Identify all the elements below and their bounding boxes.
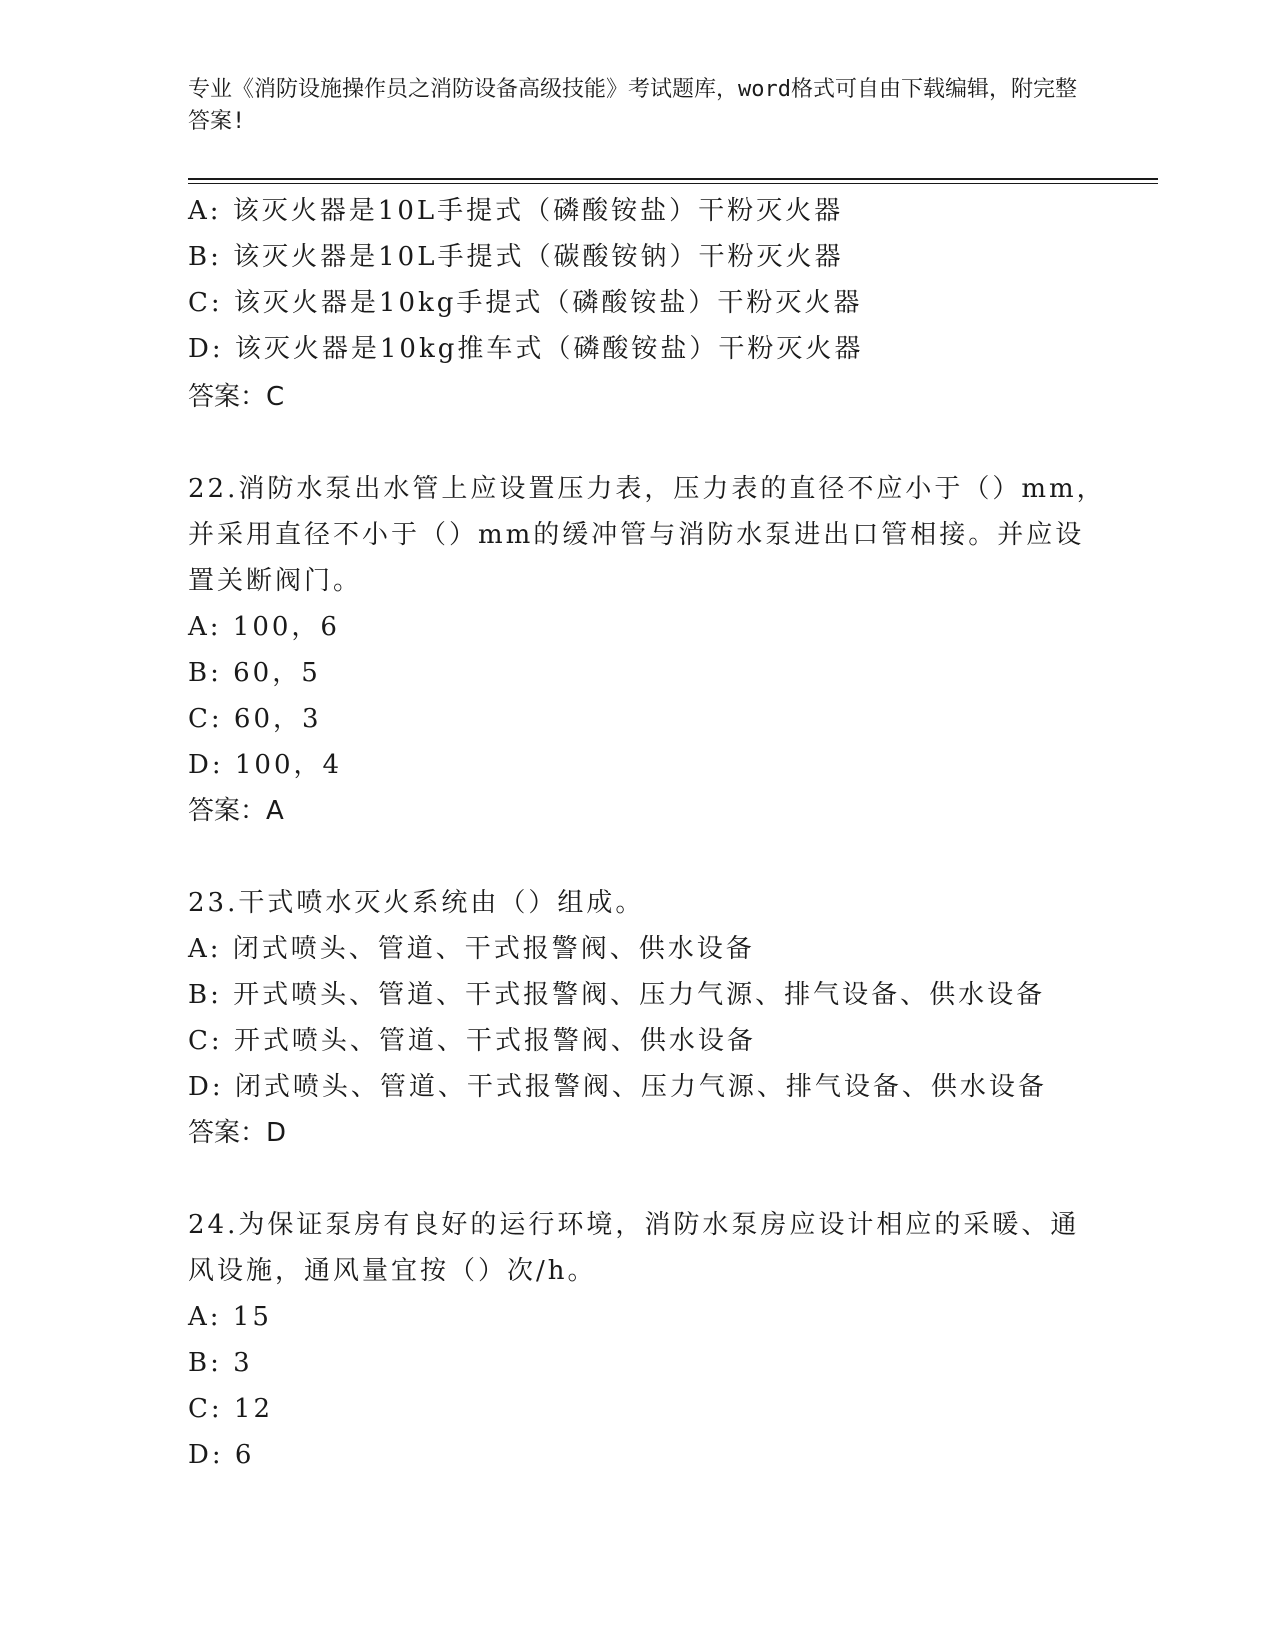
q24-option-b: B: 3: [188, 1348, 253, 1378]
q22-option-d: D: 100，4: [188, 750, 343, 780]
q23-option-d: D: 闭式喷头、管道、干式报警阀、压力气源、排气设备、供水设备: [188, 1072, 1047, 1102]
document-header: 专业《消防设施操作员之消防设备高级技能》考试题库，word格式可自由下载编辑，附完整答案!: [188, 77, 1077, 134]
q23-stem-line-1: 23.干式喷水灭火系统由（）组成。: [188, 888, 645, 918]
q24-option-c: C: 12: [188, 1394, 274, 1424]
q21-option-a: A: 该灭火器是10L手提式（磷酸铵盐）干粉灭火器: [188, 196, 844, 226]
q23-option-c: C: 开式喷头、管道、干式报警阀、供水设备: [188, 1026, 756, 1056]
q22-option-b: B: 60，5: [188, 658, 321, 688]
q21-option-d: D: 该灭火器是10kg推车式（磷酸铵盐）干粉灭火器: [188, 334, 864, 364]
q23-option-a: A: 闭式喷头、管道、干式报警阀、供水设备: [188, 934, 755, 964]
q22-stem-line-3: 置关断阀门。: [188, 566, 363, 596]
q23-answer: 答案：D: [188, 1118, 287, 1148]
q22-option-c: C: 60，3: [188, 704, 322, 734]
q24-stem-line-2: 风设施，通风量宜按（）次/h。: [188, 1256, 597, 1286]
q21-option-c: C: 该灭火器是10kg手提式（磷酸铵盐）干粉灭火器: [188, 288, 863, 318]
header-divider-thin: [188, 183, 1158, 184]
header-divider-thick: [188, 178, 1158, 180]
q21-answer: 答案：C: [188, 382, 285, 412]
q24-option-a: A: 15: [188, 1302, 272, 1332]
q22-stem-line-2: 并采用直径不小于（）mm的缓冲管与消防水泵进出口管相接。并应设: [188, 520, 1085, 550]
q21-option-b: B: 该灭火器是10L手提式（碳酸铵钠）干粉灭火器: [188, 242, 844, 272]
q22-answer: 答案：A: [188, 796, 284, 826]
q22-option-a: A: 100，6: [188, 612, 340, 642]
q22-stem-line-1: 22.消防水泵出水管上应设置压力表，压力表的直径不应小于（）mm，: [188, 474, 1106, 504]
q23-option-b: B: 开式喷头、管道、干式报警阀、压力气源、排气设备、供水设备: [188, 980, 1046, 1010]
q24-option-d: D: 6: [188, 1440, 255, 1470]
q24-stem-line-1: 24.为保证泵房有良好的运行环境，消防水泵房应设计相应的采暖、通: [188, 1210, 1080, 1240]
